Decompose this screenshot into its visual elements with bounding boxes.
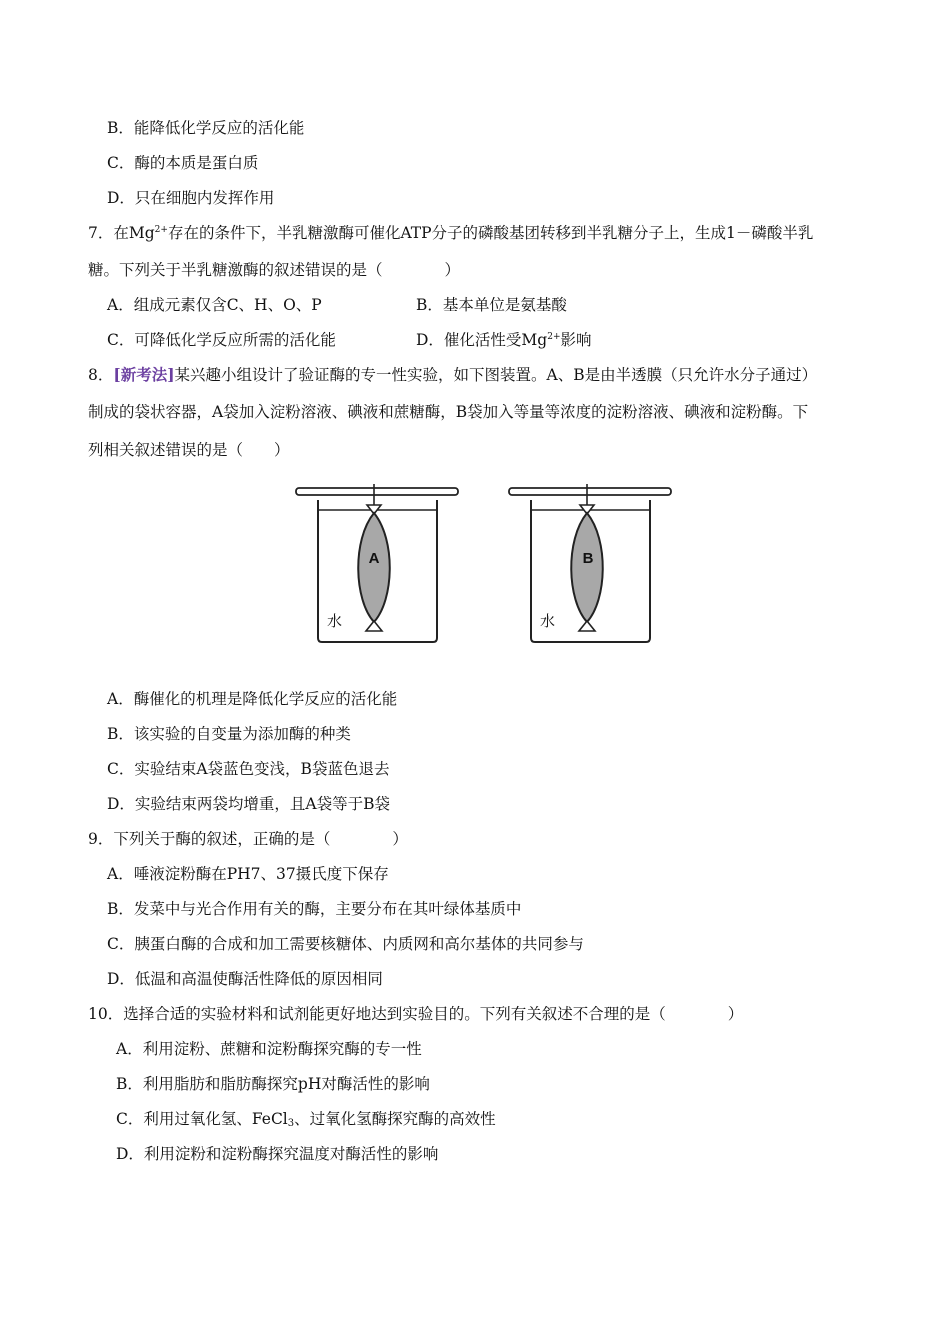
q7-option-a: A．组成元素仅含C、H、O、P bbox=[107, 296, 322, 314]
q7-stem-line1 bbox=[88, 222, 813, 244]
q8-new-method-tag: [新考法] bbox=[113, 365, 175, 384]
q10-option-c bbox=[116, 1108, 496, 1130]
q10-option-c-subscript: 3 bbox=[287, 1118, 295, 1129]
q7-option-d bbox=[416, 329, 592, 351]
q6-option-d: D．只在细胞内发挥作用 bbox=[107, 189, 275, 207]
q7-superscript: 2+ bbox=[154, 225, 168, 235]
q9-stem: 9．下列关于酶的叙述，正确的是（ ） bbox=[88, 830, 408, 848]
experiment-figure bbox=[290, 482, 680, 650]
q8-stem-line1 bbox=[88, 364, 817, 386]
q8-stem-line3: 列相关叙述错误的是（ ） bbox=[88, 441, 290, 459]
bag-a-label: A bbox=[368, 550, 380, 567]
q9-option-a: A．唾液淀粉酶在PH7、37摄氏度下保存 bbox=[107, 865, 389, 883]
q10-option-b: B．利用脂肪和脂肪酶探究pH对酶活性的影响 bbox=[116, 1075, 430, 1093]
q10-option-a: A．利用淀粉、蔗糖和淀粉酶探究酶的专一性 bbox=[116, 1040, 422, 1058]
q10-option-c-part: C．利用过氧化氢、FeCl bbox=[116, 1110, 288, 1128]
q7-option-d-part: D．催化活性受Mg bbox=[416, 331, 548, 349]
q7-stem-part: 存在的条件下，半乳糖激酶可催化ATP分子的磷酸基团转移到半乳糖分子上，生成1－磷酸半乳 bbox=[167, 224, 814, 242]
q9-option-c: C．胰蛋白酶的合成和加工需要核糖体、内质网和高尔基体的共同参与 bbox=[107, 935, 584, 953]
q7-stem-line2: 糖。下列关于半乳糖激酶的叙述错误的是（ ） bbox=[88, 261, 461, 279]
q7-option-d-part: 影响 bbox=[560, 331, 592, 349]
q7-option-d-superscript: 2+ bbox=[547, 332, 561, 342]
q6-option-b: B．能降低化学反应的活化能 bbox=[107, 119, 305, 137]
water-label-left: 水 bbox=[327, 612, 343, 630]
q8-option-a: A．酶催化的机理是降低化学反应的活化能 bbox=[107, 690, 398, 708]
q8-number: 8． bbox=[88, 366, 114, 384]
q8-option-c: C．实验结束A袋蓝色变浅，B袋蓝色退去 bbox=[107, 760, 390, 778]
q7-stem-part: 7．在Mg bbox=[88, 224, 155, 242]
q8-stem-line2: 制成的袋状容器，A袋加入淀粉溶液、碘液和蔗糖酶，B袋加入等量等浓度的淀粉溶液、碘液和淀粉酶。下 bbox=[88, 403, 809, 421]
q7-option-c: C．可降低化学反应所需的活化能 bbox=[107, 331, 336, 349]
q7-option-b: B．基本单位是氨基酸 bbox=[416, 296, 567, 314]
q10-option-c-part: 、过氧化氢酶探究酶的高效性 bbox=[294, 1110, 496, 1128]
q8-option-b: B．该实验的自变量为添加酶的种类 bbox=[107, 725, 351, 743]
bag-b-label: B bbox=[582, 550, 594, 567]
water-label-right: 水 bbox=[540, 612, 556, 630]
q6-option-c: C．酶的本质是蛋白质 bbox=[107, 154, 259, 172]
q10-option-d: D．利用淀粉和淀粉酶探究温度对酶活性的影响 bbox=[116, 1145, 439, 1163]
q10-stem: 10．选择合适的实验材料和试剂能更好地达到实验目的。下列有关叙述不合理的是（ ） bbox=[88, 1005, 744, 1023]
q9-option-d: D．低温和高温使酶活性降低的原因相同 bbox=[107, 970, 383, 988]
q9-option-b: B．发菜中与光合作用有关的酶，主要分布在其叶绿体基质中 bbox=[107, 900, 522, 918]
q8-stem-text: 某兴趣小组设计了验证酶的专一性实验，如下图装置。A、B是由半透膜（只允许水分子通过） bbox=[174, 366, 818, 384]
q8-option-d: D．实验结束两袋均增重，且A袋等于B袋 bbox=[107, 795, 391, 813]
